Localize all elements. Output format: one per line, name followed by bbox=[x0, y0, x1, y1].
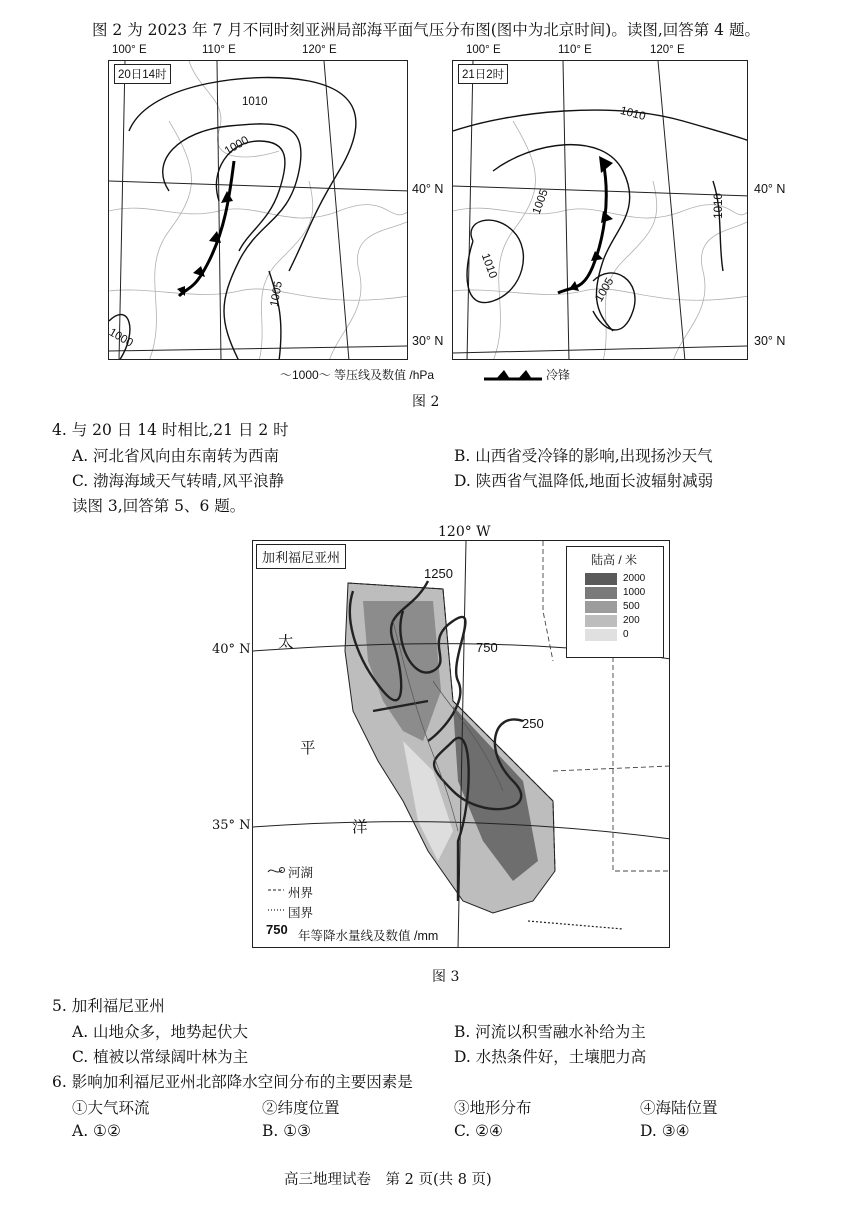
q6-option-c: C. ②④ bbox=[454, 1122, 503, 1140]
q5-stem: 5. 加利福尼亚州 bbox=[52, 997, 165, 1015]
right-map-time-label: 21日2时 bbox=[458, 64, 508, 84]
left-lat-label-30n: 30° N bbox=[412, 334, 444, 348]
q6-item-1: ①大气环流 bbox=[72, 1099, 150, 1117]
legend-river: 河湖 bbox=[288, 866, 314, 880]
elevation-swatch-500 bbox=[585, 601, 617, 613]
q4-option-a: A. 河北省风向由东南转为西南 bbox=[72, 447, 280, 465]
legend-isohyet: 年等降水量线及数值 /mm bbox=[298, 929, 439, 943]
right-isobar-label-1010-right: 1010 bbox=[712, 193, 725, 219]
lon-label-110e-left: 110° E bbox=[202, 44, 236, 56]
q6-option-d: D. ③④ bbox=[640, 1122, 690, 1140]
q6-item-4: ④海陆位置 bbox=[640, 1099, 718, 1117]
q4-option-c: C. 渤海海域天气转晴,风平浪静 bbox=[72, 472, 285, 490]
q4-option-b: B. 山西省受冷锋的影响,出现扬沙天气 bbox=[454, 447, 713, 465]
elevation-swatch-1000 bbox=[585, 587, 617, 599]
left-isobar-label-1000-top: 1000 bbox=[222, 134, 251, 158]
q6-stem: 6. 影响加利福尼亚州北部降水空间分布的主要因素是 bbox=[52, 1073, 413, 1091]
right-isobar-label-1005-mid: 1005 bbox=[530, 187, 551, 217]
legend-national-border: 国界 bbox=[288, 906, 314, 920]
left-isobar-label-1000-bottom: 1000 bbox=[106, 326, 135, 350]
fig2-caption: 图 2 bbox=[412, 394, 440, 410]
q6-item-3: ③地形分布 bbox=[454, 1099, 532, 1117]
elevation-level-2000: 2000 bbox=[623, 573, 646, 584]
ocean-char-tai: 太 bbox=[278, 633, 294, 651]
q5-option-b: B. 河流以积雪融水补给为主 bbox=[454, 1023, 646, 1041]
elevation-legend bbox=[566, 546, 664, 658]
q5-option-d: D. 水热条件好，土壤肥力高 bbox=[454, 1048, 647, 1066]
q6-option-a: A. ①② bbox=[72, 1122, 121, 1140]
elevation-swatch-200 bbox=[585, 615, 617, 627]
left-isobar-label-1010: 1010 bbox=[242, 96, 268, 108]
legend-state-border: 州界 bbox=[288, 886, 314, 900]
elevation-level-500: 500 bbox=[623, 601, 640, 612]
q5-option-c: C. 植被以常绿阔叶林为主 bbox=[72, 1048, 249, 1066]
fig3-lat-label-35n: 35° N bbox=[212, 818, 251, 833]
cold-front-legend-label: 冷锋 bbox=[546, 368, 571, 382]
elevation-legend-title: 陆高 / 米 bbox=[591, 553, 638, 567]
page-footer: 高三地理试卷 第 2 页(共 8 页) bbox=[284, 1172, 492, 1188]
lon-label-110e-right: 110° E bbox=[558, 44, 592, 56]
cold-front-legend-icon bbox=[484, 368, 544, 382]
pressure-map-21st-2h bbox=[452, 60, 748, 360]
left-map-time-label: 20日14时 bbox=[114, 64, 171, 84]
elevation-level-0: 0 bbox=[623, 629, 629, 640]
right-isobar-label-1010-top: 1010 bbox=[618, 104, 647, 124]
q5-option-a: A. 山地众多，地势起伏大 bbox=[72, 1023, 249, 1041]
pressure-map-right-drawing bbox=[453, 61, 748, 360]
elevation-swatch-0 bbox=[585, 629, 617, 641]
isobar-legend: ～1000～ 等压线及数值 /hPa bbox=[280, 368, 435, 382]
q4-stem: 4. 与 20 日 14 时相比,21 日 2 时 bbox=[52, 421, 289, 439]
legend-isohyet-value: 750 bbox=[266, 922, 288, 937]
left-isobar-label-1005: 1005 bbox=[268, 280, 285, 308]
lon-label-120e-left: 120° E bbox=[302, 44, 337, 56]
fig3-title-box: 加利福尼亚州 bbox=[256, 544, 346, 569]
fig3-lat-label-40n: 40° N bbox=[212, 642, 251, 657]
q6-option-b: B. ①③ bbox=[262, 1122, 312, 1140]
right-isobar-label-1005-bottom: 1005 bbox=[593, 275, 617, 305]
isohyet-label-250: 250 bbox=[522, 716, 544, 731]
isohyet-label-750: 750 bbox=[476, 640, 498, 655]
fig3-intro: 读图 3,回答第 5、6 题。 bbox=[72, 497, 246, 515]
q4-option-d: D. 陕西省气温降低,地面长波辐射减弱 bbox=[454, 472, 714, 490]
elevation-level-200: 200 bbox=[623, 615, 640, 626]
q6-item-2: ②纬度位置 bbox=[262, 1099, 340, 1117]
right-lat-label-40n: 40° N bbox=[754, 182, 786, 196]
elevation-swatch-2000 bbox=[585, 573, 617, 585]
elevation-level-1000: 1000 bbox=[623, 587, 646, 598]
left-lat-label-40n: 40° N bbox=[412, 182, 444, 196]
ocean-char-yang: 洋 bbox=[352, 818, 368, 836]
isohyet-label-1250: 1250 bbox=[424, 566, 453, 581]
fig3-lon-label-120w: 120° W bbox=[438, 524, 491, 540]
fig3-caption: 图 3 bbox=[432, 969, 460, 985]
ocean-char-ping: 平 bbox=[300, 739, 316, 757]
lon-label-100e-left: 100° E bbox=[112, 44, 147, 56]
lon-label-120e-right: 120° E bbox=[650, 44, 685, 56]
right-lat-label-30n: 30° N bbox=[754, 334, 786, 348]
lon-label-100e-right: 100° E bbox=[466, 44, 501, 56]
intro-text: 图 2 为 2023 年 7 月不同时刻亚洲局部海平面气压分布图(图中为北京时间)。读图,回答第 4 题。 bbox=[92, 21, 760, 39]
right-isobar-label-1010-left: 1010 bbox=[478, 251, 499, 281]
